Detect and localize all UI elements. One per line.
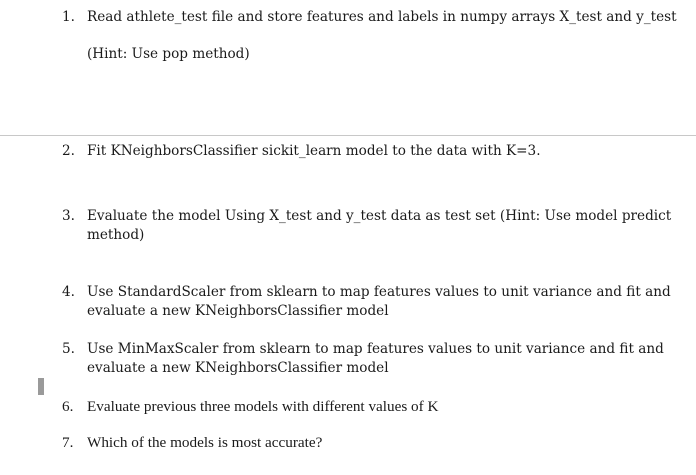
list-item-1 xyxy=(62,8,682,27)
hint-text: (Hint: Use pop method) xyxy=(87,46,250,62)
item-text: Use MinMaxScaler from sklearn to map features values to unit variance and fit and evaluate a new KNeighborsClassifier model xyxy=(87,341,664,376)
item-text: Fit KNeighborsClassifier sickit_learn model to the data with K=3. xyxy=(87,143,541,159)
page-break-line xyxy=(0,135,696,136)
item-number: 6. xyxy=(62,398,74,415)
item-number: 2. xyxy=(62,143,75,159)
list-item-4 xyxy=(62,283,682,321)
item-text: Evaluate previous three models with different values of K xyxy=(87,398,439,415)
item-text: Use StandardScaler from sklearn to map features values to unit variance and fit and evaluate a new KNeighborsClassifier model xyxy=(87,284,671,319)
item-text: Evaluate the model Using X_test and y_test data as test set (Hint: Use model predict method) xyxy=(87,208,672,243)
item-number: 4. xyxy=(62,284,75,300)
list-item-7 xyxy=(62,433,682,452)
item-number: 1. xyxy=(62,9,75,25)
list-item-5 xyxy=(62,340,682,378)
item-text: Read athlete_test file and store features and labels in numpy arrays X_test and y_test xyxy=(87,9,677,25)
item-number: 3. xyxy=(62,208,75,224)
list-item-6 xyxy=(62,397,682,416)
item-number: 5. xyxy=(62,341,75,357)
item-number: 7. xyxy=(62,434,74,451)
item-text: Which of the models is most accurate? xyxy=(87,434,323,451)
list-item-2 xyxy=(62,142,682,161)
text-cursor-marker xyxy=(38,378,44,395)
list-item-3 xyxy=(62,207,682,245)
